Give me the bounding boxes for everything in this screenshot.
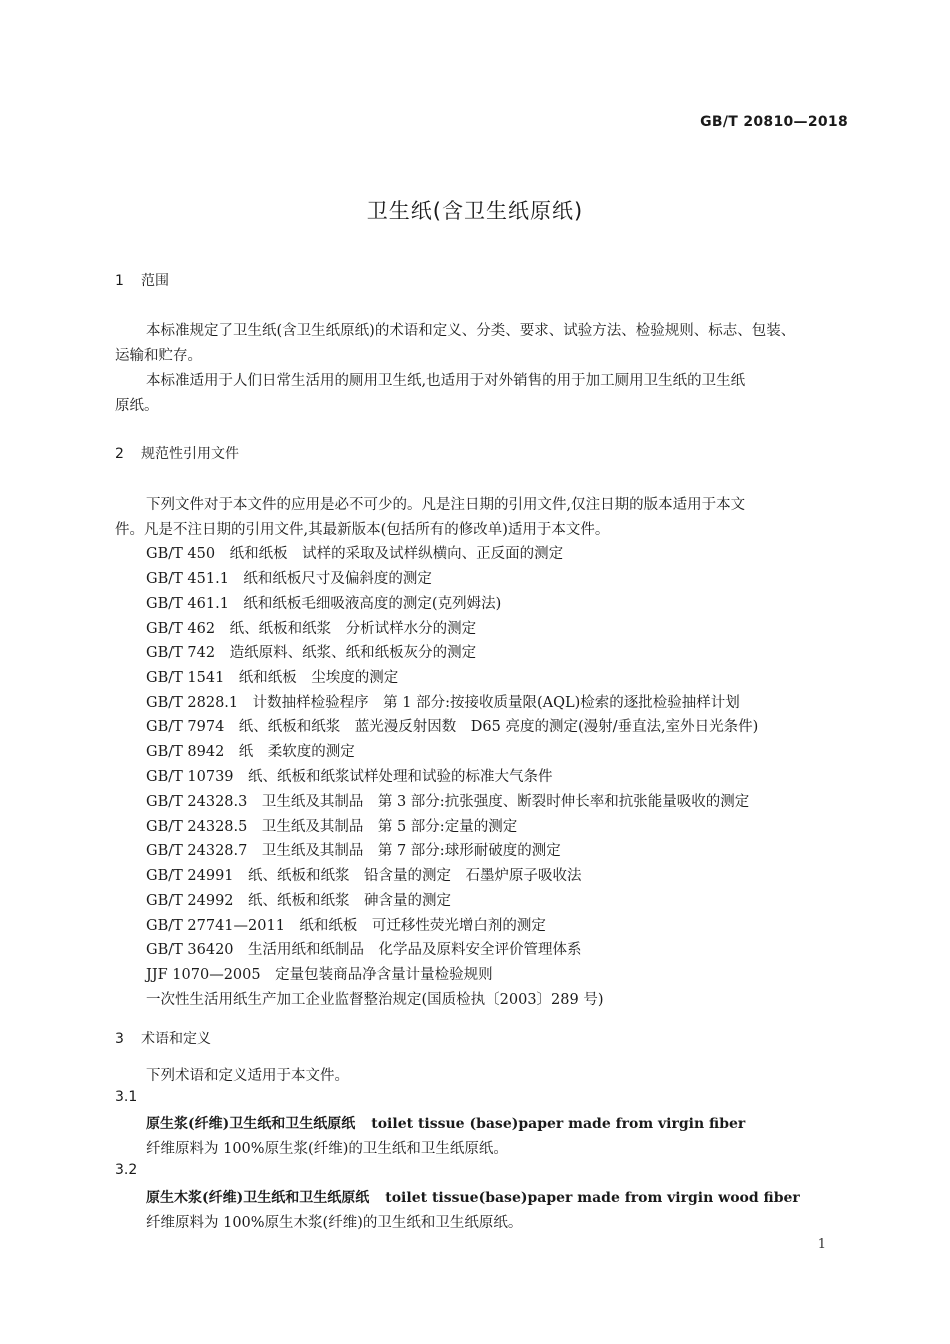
term-title-cn: 原生浆(纤维)卫生纸和卫生纸原纸 xyxy=(146,1116,356,1132)
term-definition: 纤维原料为 100%原生木浆(纤维)的卫生纸和卫生纸原纸。 xyxy=(146,1215,523,1231)
reference-item: GB/T 36420 生活用纸和纸制品 化学品及原料安全评价管理体系 xyxy=(146,942,582,958)
section-2-heading xyxy=(115,443,239,463)
page-number: 1 xyxy=(817,1237,826,1252)
section-1-heading xyxy=(115,270,169,290)
reference-item: GB/T 24328.5 卫生纸及其制品 第 5 部分:定量的测定 xyxy=(146,819,518,835)
reference-item: JJF 1070—2005 定量包装商品净含量计量检验规则 xyxy=(146,967,493,983)
reference-item: GB/T 8942 纸 柔软度的测定 xyxy=(146,744,355,760)
section-number: 3 xyxy=(115,1031,124,1047)
reference-item: GB/T 27741—2011 纸和纸板 可迁移性荧光增白剂的测定 xyxy=(146,918,546,934)
term-title xyxy=(146,1113,745,1133)
document-title: 卫生纸(含卫生纸原纸) xyxy=(366,199,584,223)
reference-item: GB/T 450 纸和纸板 试样的采取及试样纵横向、正反面的测定 xyxy=(146,546,564,562)
reference-item: GB/T 461.1 纸和纸板毛细吸液高度的测定(克列姆法) xyxy=(146,596,502,612)
term-number: 3.1 xyxy=(115,1089,138,1105)
paragraph-line: 下列术语和定义适用于本文件。 xyxy=(146,1068,349,1084)
section-3-heading xyxy=(115,1028,211,1048)
paragraph-line: 原纸。 xyxy=(115,398,159,414)
term-number: 3.2 xyxy=(115,1162,138,1178)
paragraph-line: 本标准规定了卫生纸(含卫生纸原纸)的术语和定义、分类、要求、试验方法、检验规则、标志、包装、 xyxy=(146,323,796,339)
reference-item: GB/T 10739 纸、纸板和纸浆试样处理和试验的标准大气条件 xyxy=(146,769,553,785)
reference-item: GB/T 451.1 纸和纸板尺寸及偏斜度的测定 xyxy=(146,571,432,587)
term-title xyxy=(146,1187,800,1207)
section-title: 规范性引用文件 xyxy=(141,446,239,462)
reference-item: GB/T 24992 纸、纸板和纸浆 砷含量的测定 xyxy=(146,893,452,909)
reference-item: 一次性生活用纸生产加工企业监督整治规定(国质检执〔2003〕289 号) xyxy=(146,992,604,1008)
term-title-cn: 原生木浆(纤维)卫生纸和卫生纸原纸 xyxy=(146,1190,370,1206)
term-definition: 纤维原料为 100%原生浆(纤维)的卫生纸和卫生纸原纸。 xyxy=(146,1141,508,1157)
paragraph-line: 件。凡是不注日期的引用文件,其最新版本(包括所有的修改单)适用于本文件。 xyxy=(115,522,610,538)
section-title: 术语和定义 xyxy=(141,1031,211,1047)
term-title-en: toilet tissue(base)paper made from virgin wood fiber xyxy=(385,1190,800,1206)
reference-item: GB/T 7974 纸、纸板和纸浆 蓝光漫反射因数 D65 亮度的测定(漫射/垂直法,室外日光条件) xyxy=(146,719,759,735)
reference-item: GB/T 462 纸、纸板和纸浆 分析试样水分的测定 xyxy=(146,621,477,637)
standard-code: GB/T 20810—2018 xyxy=(700,114,848,130)
reference-item: GB/T 1541 纸和纸板 尘埃度的测定 xyxy=(146,670,399,686)
paragraph-line: 运输和贮存。 xyxy=(115,348,202,364)
paragraph-line: 下列文件对于本文件的应用是必不可少的。凡是注日期的引用文件,仅注日期的版本适用于本文 xyxy=(146,497,746,513)
section-title: 范围 xyxy=(141,273,169,289)
reference-item: GB/T 24328.3 卫生纸及其制品 第 3 部分:抗张强度、断裂时伸长率和抗张能量吸收的测定 xyxy=(146,794,750,810)
reference-item: GB/T 24991 纸、纸板和纸浆 铅含量的测定 石墨炉原子吸收法 xyxy=(146,868,582,884)
reference-item: GB/T 2828.1 计数抽样检验程序 第 1 部分:按接收质量限(AQL)检索的逐批检验抽样计划 xyxy=(146,695,740,711)
section-number: 2 xyxy=(115,446,124,462)
paragraph-line: 本标准适用于人们日常生活用的厕用卫生纸,也适用于对外销售的用于加工厕用卫生纸的卫生纸 xyxy=(146,373,746,389)
reference-item: GB/T 24328.7 卫生纸及其制品 第 7 部分:球形耐破度的测定 xyxy=(146,843,561,859)
section-number: 1 xyxy=(115,273,124,289)
reference-item: GB/T 742 造纸原料、纸浆、纸和纸板灰分的测定 xyxy=(146,645,477,661)
term-title-en: toilet tissue (base)paper made from virgin fiber xyxy=(371,1116,746,1132)
